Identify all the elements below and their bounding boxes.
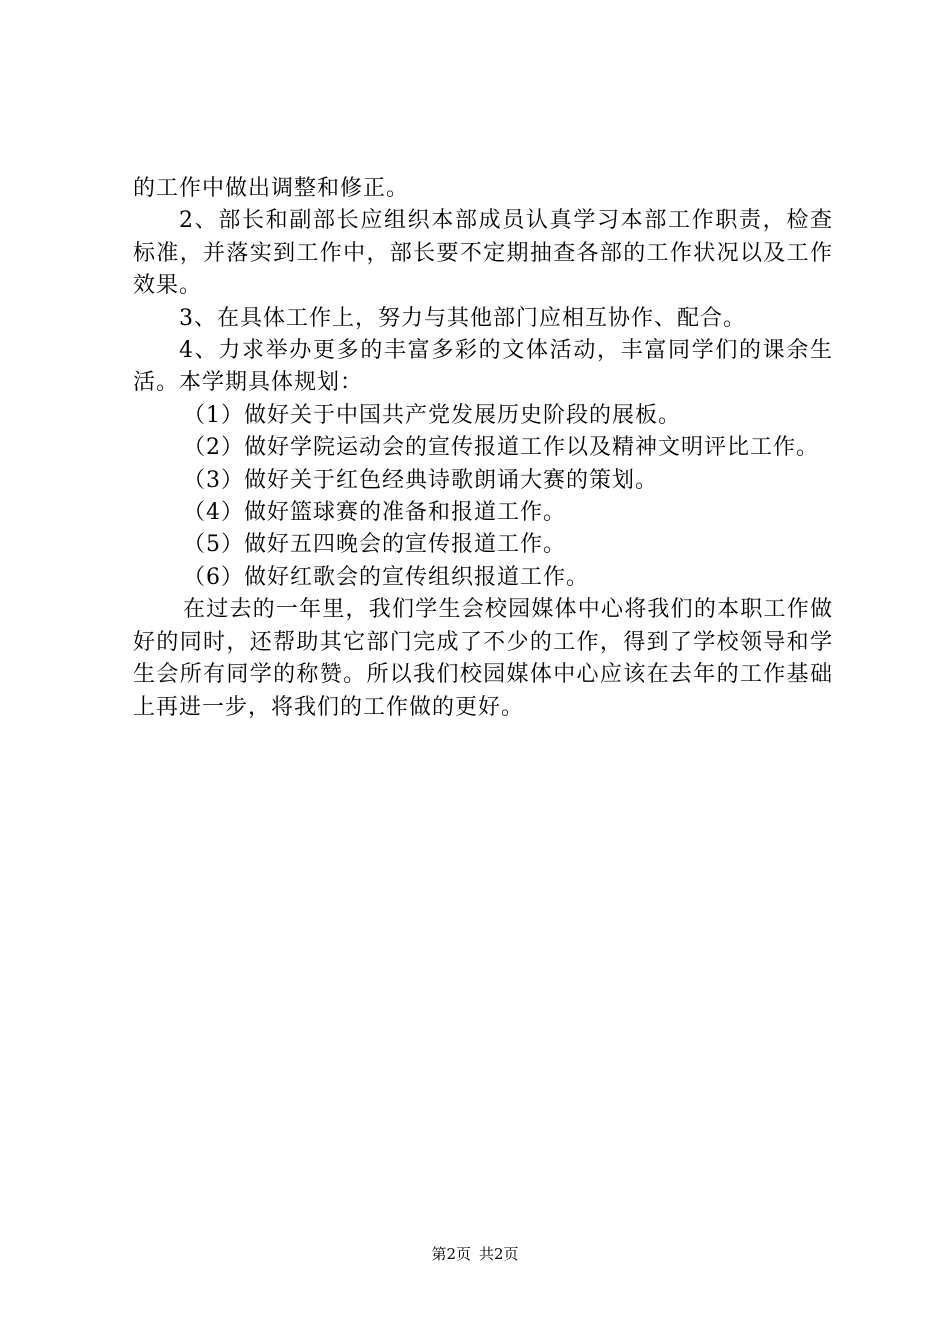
plan-item-6: （6）做好红歌会的宣传组织报道工作。	[183, 564, 589, 590]
paragraph-item-4: 4、力求举办更多的丰富多彩的文体活动，丰富同学们的课余生活。本学期具体规划：	[133, 338, 833, 396]
plan-item-1: （1）做好关于中国共产党发展历史阶段的展板。	[183, 402, 681, 428]
page-number: 第2页	[431, 1245, 471, 1263]
paragraph-item-2: 2、部长和副部长应组织本部成员认真学习本部工作职责，检查标准，并落实到工作中，部长要不定期抽查各部的工作状况以及工作效果。	[133, 208, 833, 299]
page-footer	[0, 1244, 950, 1264]
document-body	[133, 173, 833, 724]
paragraph-conclusion: 在过去的一年里，我们学生会校园媒体中心将我们的本职工作做好的同时，还帮助其它部门完成了不少的工作，得到了学校领导和学生会所有同学的称赞。所以我们校园媒体中心应该在去年的工作基础上再进一步，将我们的工作做的更好。	[133, 597, 833, 720]
page-total: 共2页	[479, 1245, 519, 1263]
paragraph-continuation: 的工作中做出调整和修正。	[133, 176, 410, 201]
plan-item-2: （2）做好学院运动会的宣传报道工作以及精神文明评比工作。	[183, 435, 819, 461]
plan-item-5: （5）做好五四晚会的宣传报道工作。	[183, 532, 566, 558]
plan-item-4: （4）做好篮球赛的准备和报道工作。	[183, 500, 566, 526]
paragraph-item-3: 3、在具体工作上，努力与其他部门应相互协作、配合。	[179, 305, 746, 331]
plan-item-3: （3）做好关于红色经典诗歌朗诵大赛的策划。	[183, 467, 658, 493]
